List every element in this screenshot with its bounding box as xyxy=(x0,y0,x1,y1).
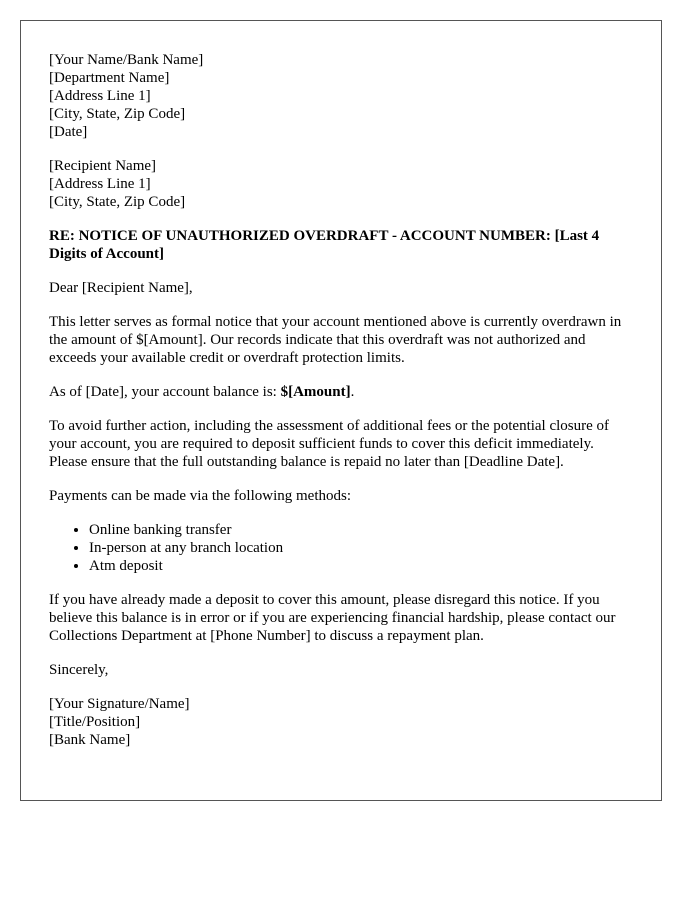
sender-name: [Your Name/Bank Name] xyxy=(49,52,204,68)
list-item: • Atm deposit xyxy=(89,557,633,575)
balance-prefix: As of [Date], your account balance is: xyxy=(49,384,281,400)
list-item: • Online banking transfer xyxy=(89,521,633,539)
recipient-city-state-zip: [City, State, Zip Code] xyxy=(49,194,186,210)
signature-title: [Title/Position] xyxy=(49,714,141,730)
recipient-address-line: [Address Line 1] xyxy=(49,176,151,192)
list-item: • In-person at any branch location xyxy=(89,539,633,557)
overdraft-notice-paragraph: This letter serves as formal notice that your account mentioned above is currently overdrawn in the amount of $[Amount]. Our records indicate that this overdraft was not authorized and exceeds your available credit or overdraft protection limits. xyxy=(49,314,622,366)
balance-suffix: . xyxy=(350,384,355,400)
signature-block xyxy=(49,695,633,749)
signature-bank: [Bank Name] xyxy=(49,732,131,748)
payment-intro: Payments can be made via the following methods: xyxy=(49,488,352,504)
payment-methods-list xyxy=(49,521,633,575)
recipient-address-block xyxy=(49,157,633,211)
salutation: Dear [Recipient Name], xyxy=(49,280,193,296)
recipient-name: [Recipient Name] xyxy=(49,158,157,174)
letter-page xyxy=(20,20,662,801)
subject-line: RE: NOTICE OF UNAUTHORIZED OVERDRAFT - ACCOUNT NUMBER: [Last 4 Digits of Account] xyxy=(49,228,600,262)
letter-date: [Date] xyxy=(49,124,88,140)
action-required-paragraph: To avoid further action, including the assessment of additional fees or the potential closure of your account, you are required to deposit sufficient funds to cover this deficit immediately. Please ensure that the full outstanding balance is repaid no later than [Deadline Date]. xyxy=(49,418,610,470)
disregard-notice-paragraph: If you have already made a deposit to cover this amount, please disregard this notice. If you believe this balance is in error or if you are experiencing financial hardship, please contact our Collections Department at [Phone Number] to discuss a repayment plan. xyxy=(49,592,616,644)
sender-address-block xyxy=(49,51,633,141)
signature-name: [Your Signature/Name] xyxy=(49,696,190,712)
closing: Sincerely, xyxy=(49,662,109,678)
balance-amount: $[Amount] xyxy=(280,384,351,400)
sender-city-state-zip: [City, State, Zip Code] xyxy=(49,106,186,122)
sender-department: [Department Name] xyxy=(49,70,170,86)
sender-address-line: [Address Line 1] xyxy=(49,88,151,104)
balance-paragraph xyxy=(49,383,633,401)
